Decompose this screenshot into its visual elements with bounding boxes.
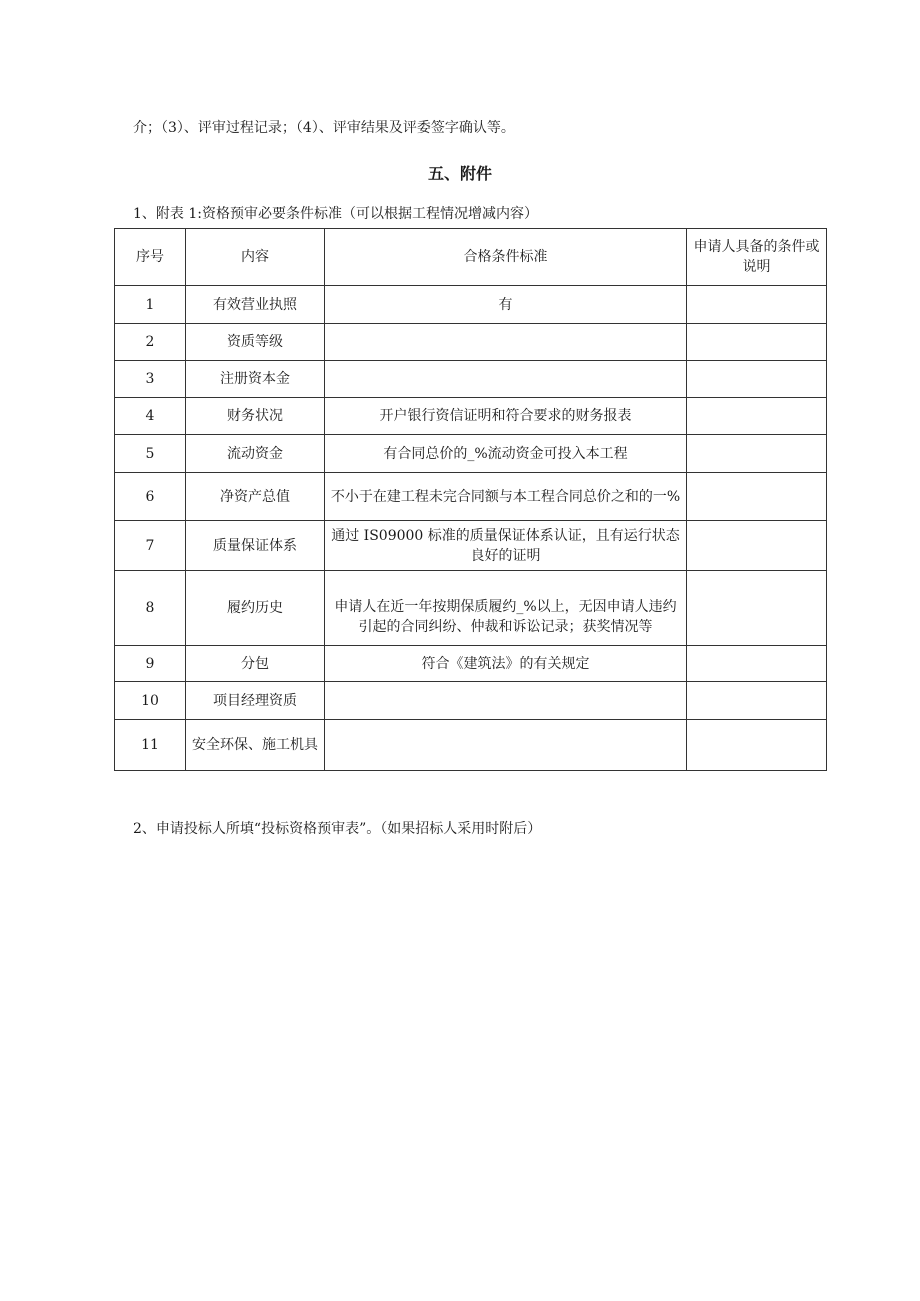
table-row [115,398,827,435]
table-row [115,521,827,571]
qualification-criteria-table [114,228,827,771]
row-applicant [687,473,827,521]
row-index: 9 [115,646,186,682]
row-applicant [687,571,827,646]
footer-note: （如果招标人采用时附后） [380,821,542,837]
row-applicant [687,361,827,398]
row-index: 5 [115,435,186,473]
row-standard [325,720,687,771]
row-standard: 通过 IS09000 标准的质量保证体系认证，且有运行状态良好的证明 [325,521,687,571]
row-index: 11 [115,720,186,771]
row-index: 7 [115,521,186,571]
footer-paragraph [133,819,541,839]
row-applicant [687,324,827,361]
row-standard: 符合《建筑法》的有关规定 [325,646,687,682]
row-applicant [687,398,827,435]
row-content: 财务状况 [186,398,325,435]
row-index: 4 [115,398,186,435]
row-standard: 开户银行资信证明和符合要求的财务报表 [325,398,687,435]
row-standard: 不小于在建工程未完合同额与本工程合同总价之和的一% [325,473,687,521]
row-applicant [687,720,827,771]
header-index: 序号 [115,229,186,286]
header-applicant: 申请人具备的条件或说明 [687,229,827,286]
footer-prefix: 2、申请投标人所填“投标资格预审表”。 [133,821,381,837]
row-standard [325,324,687,361]
row-applicant [687,521,827,571]
row-index: 6 [115,473,186,521]
table-row [115,473,827,521]
row-content: 净资产总值 [186,473,325,521]
row-content: 安全环保、施工机具 [186,720,325,771]
table-row [115,682,827,720]
header-content: 内容 [186,229,325,286]
table-row [115,286,827,324]
table-row [115,361,827,398]
intro-paragraph: 介；（3）、评审过程记录；（4）、评审结果及评委签字确认等。 [133,120,515,136]
row-index: 2 [115,324,186,361]
row-applicant [687,646,827,682]
row-standard: 有合同总价的_%流动资金可投入本工程 [325,435,687,473]
table-row [115,646,827,682]
table-caption-note: （可以根据工程情况增减内容） [341,206,538,222]
row-content: 有效营业执照 [186,286,325,324]
row-applicant [687,435,827,473]
row-index: 8 [115,571,186,646]
row-index: 3 [115,361,186,398]
row-standard: 有 [325,286,687,324]
table-row [115,571,827,646]
table-row [115,435,827,473]
section-heading: 五、附件 [427,164,492,183]
row-content: 分包 [186,646,325,682]
row-content: 流动资金 [186,435,325,473]
row-content: 注册资本金 [186,361,325,398]
table-header-row [115,229,827,286]
row-applicant [687,286,827,324]
row-content: 履约历史 [186,571,325,646]
table-row [115,720,827,771]
row-index: 1 [115,286,186,324]
table-caption-prefix: 1、附表 1:资格预审必要条件标准 [133,206,342,222]
header-standard: 合格条件标准 [325,229,687,286]
row-content: 质量保证体系 [186,521,325,571]
row-standard: 申请人在近一年按期保质履约_%以上，无因申请人违约引起的合同纠纷、仲裁和诉讼记录；获奖情况等 [325,571,687,646]
row-index: 10 [115,682,186,720]
row-standard [325,361,687,398]
table-caption [133,204,538,224]
table-row [115,324,827,361]
row-applicant [687,682,827,720]
row-content: 项目经理资质 [186,682,325,720]
row-standard [325,682,687,720]
row-content: 资质等级 [186,324,325,361]
